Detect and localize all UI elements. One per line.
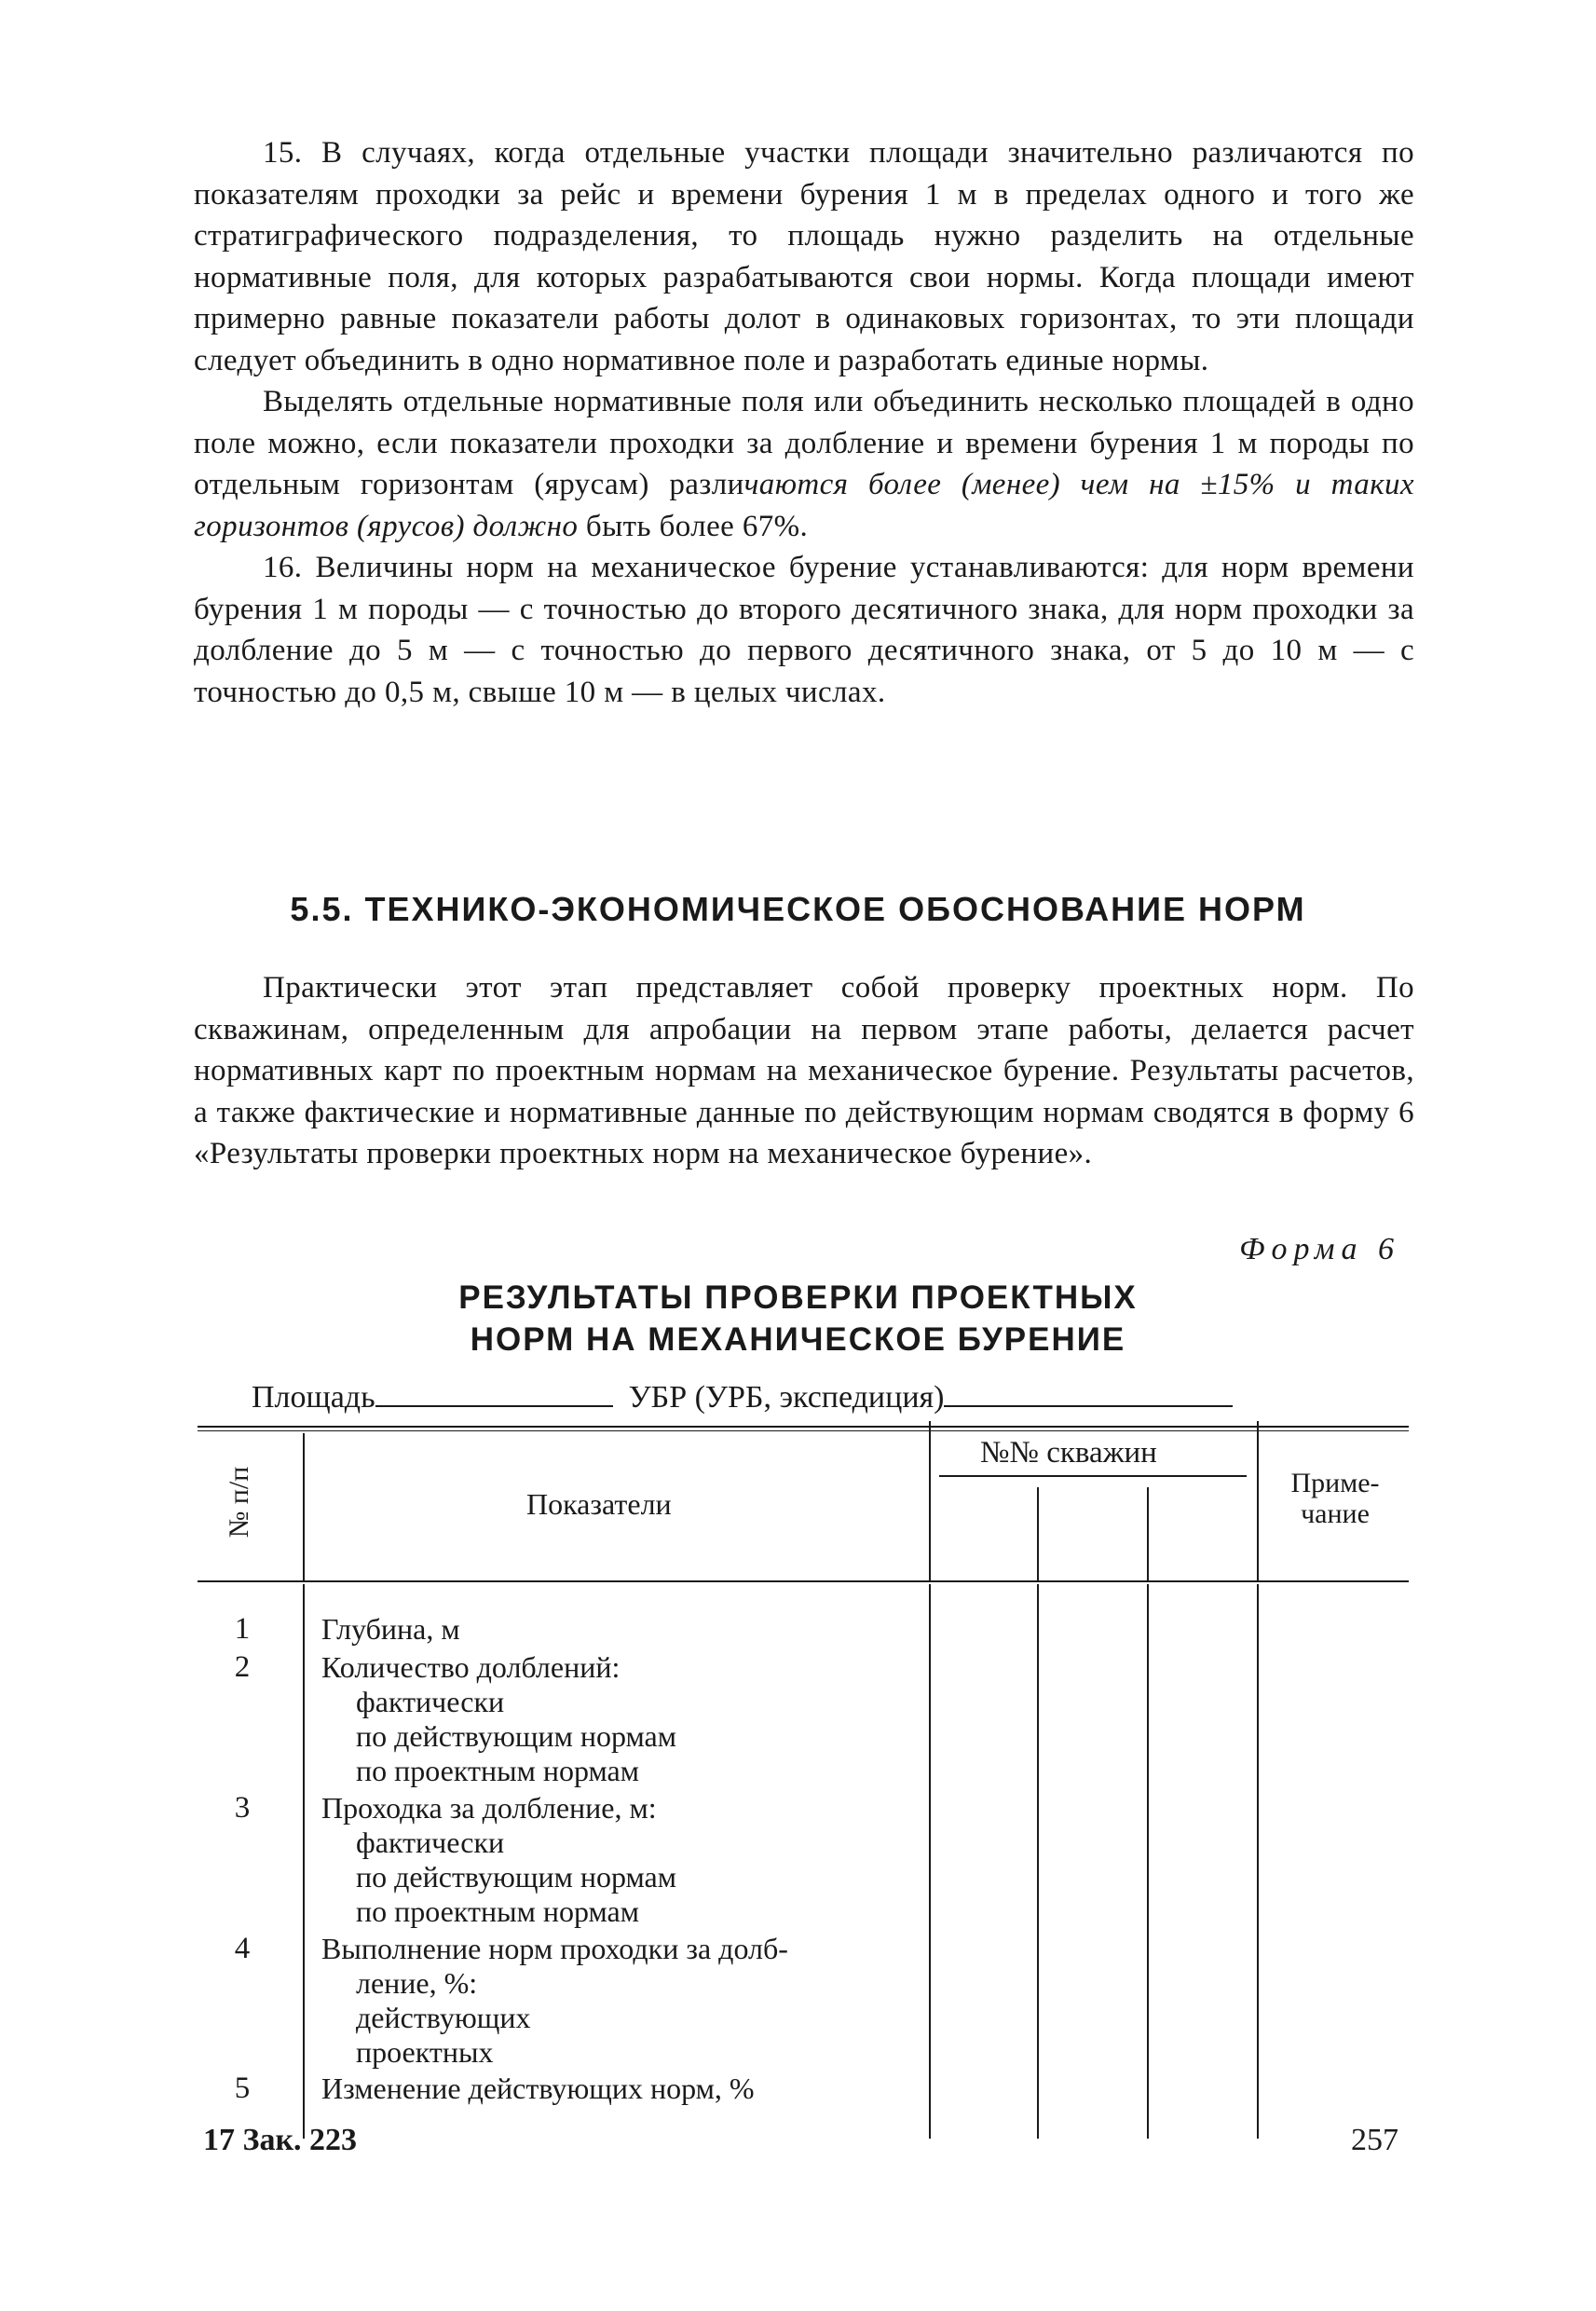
header-note-line1: Приме-: [1290, 1468, 1380, 1498]
row-4-sub-1: ление, %:: [356, 1966, 478, 2000]
page-number: 257: [1351, 2123, 1398, 2157]
table-wells-subheader-line: [939, 1475, 1247, 1477]
row-2-label: Количество долблений:: [321, 1650, 621, 1684]
row-4-num: 4: [234, 1932, 251, 1965]
paragraph-15: 15. В случаях, когда отдельные участки площади значительно различаются по показателям проходки за рейс и времени бурения 1 м в пределах одного и того же стратиграфического подразделения, то площадь нужно разделить на отдельные нормативные поля, для которых разрабатываются свои нормы. Когда площади имеют примерно равные показатели работы долот в одинаковых горизонтах, то эти площади следует объединить в одно нормативное поле и разработать единые нормы.: [194, 136, 1414, 377]
table-vline-num: [303, 1433, 305, 1580]
header-indicators: Показатели: [526, 1487, 672, 1521]
paragraph-selection-italic: чаются более (менее) чем на ±15% и таких горизонтов (ярусов) должно: [194, 468, 1414, 543]
form-title-line1: РЕЗУЛЬТАТЫ ПРОВЕРКИ ПРОЕКТНЫХ: [458, 1279, 1138, 1316]
row-2-sub-2: по действующим нормам: [356, 1719, 676, 1753]
table-body-vline-wells-left: [929, 1584, 931, 2139]
area-label: Площадь: [252, 1380, 375, 1415]
header-wells: №№ скважин: [980, 1436, 1157, 1470]
text-block-rules: [194, 132, 1414, 713]
table-vline-wells-left: [929, 1421, 931, 1580]
row-2-sub-3: по проектным нормам: [356, 1754, 639, 1787]
table-vline-well-1: [1037, 1487, 1039, 1580]
row-4-label: Выполнение норм проходки за долб-: [321, 1932, 788, 1965]
table-body-vline-well-2: [1147, 1584, 1149, 2139]
paragraph-selection: [194, 381, 1414, 547]
row-3-sub-2: по действующим нормам: [356, 1860, 676, 1894]
table-vline-well-2: [1147, 1487, 1149, 1580]
table-body-vline-num: [303, 1584, 305, 2139]
table-vline-wells-right: [1257, 1421, 1259, 1580]
header-num: № п/п: [224, 1466, 254, 1538]
area-blank: [375, 1377, 613, 1407]
footer-order-number: 17 Зак. 223: [203, 2123, 358, 2157]
row-1-num: 1: [234, 1612, 251, 1646]
row-5-label: Изменение действующих норм, %: [321, 2072, 755, 2105]
table-top-border-inner: [198, 1430, 1409, 1431]
row-2-num: 2: [234, 1650, 251, 1684]
row-3-num: 3: [234, 1791, 251, 1825]
row-3-sub-1: фактически: [356, 1826, 505, 1859]
row-1-label: Глубина, м: [321, 1612, 460, 1646]
row-3-label: Проходка за долбление, м:: [321, 1791, 657, 1825]
row-4-sub-3: проектных: [356, 2035, 494, 2069]
paragraph-16: 16. Величины норм на механическое бурение устанавливаются: для норм времени бурения 1 м породы — с точностью до второго десятичного знака, для норм проходки за долбление до 5 м — с точностью до первого десятичного знака, от 5 до 10 м — с точностью до 0,5 м, свыше 10 м — в целых числах.: [194, 551, 1414, 709]
paragraph-selection-c: быть более 67%.: [578, 509, 809, 543]
ubr-blank: [944, 1377, 1233, 1407]
form-title-line2: НОРМ НА МЕХАНИЧЕСКОЕ БУРЕНИЕ: [470, 1321, 1126, 1358]
form-label: Форма 6: [1239, 1232, 1400, 1266]
row-2-sub-1: фактически: [356, 1685, 505, 1718]
ubr-label: УБР (УРБ, экспедиция): [628, 1380, 945, 1415]
row-3-sub-3: по проектным нормам: [356, 1894, 639, 1928]
table-top-border: [198, 1426, 1409, 1428]
section-title: 5.5. ТЕХНИКО-ЭКОНОМИЧЕСКОЕ ОБОСНОВАНИЕ НОРМ: [290, 890, 1306, 928]
table-header-border: [198, 1580, 1409, 1582]
table-body-vline-well-1: [1037, 1584, 1039, 2139]
row-5-num: 5: [234, 2072, 251, 2105]
header-note: [1284, 1468, 1386, 1529]
paragraph-selection-a: Выделять отдельные нормативные поля или объединить несколько площадей в одно поле можно, если показатели проходки за долбление и времени бурения 1 м породы по отдельным горизонтам (ярусам) разли: [194, 385, 1414, 501]
text-block-practice: [194, 967, 1414, 1175]
row-4-sub-2: действующих: [356, 2001, 531, 2034]
table-body-vline-wells-right: [1257, 1584, 1259, 2139]
header-note-line2: чание: [1301, 1498, 1370, 1529]
form-fields-line: [252, 1377, 1233, 1415]
paragraph-practice: Практически этот этап представляет собой проверку проектных норм. По скважинам, определенным для апробации на первом этапе работы, делается расчет нормативных карт по проектным нормам на механическое бурение. Результаты расчетов, а также фактические и нормативные данные по действующим нормам сводятся в форму 6 «Результаты проверки проектных норм на механическое бурение».: [194, 971, 1414, 1170]
